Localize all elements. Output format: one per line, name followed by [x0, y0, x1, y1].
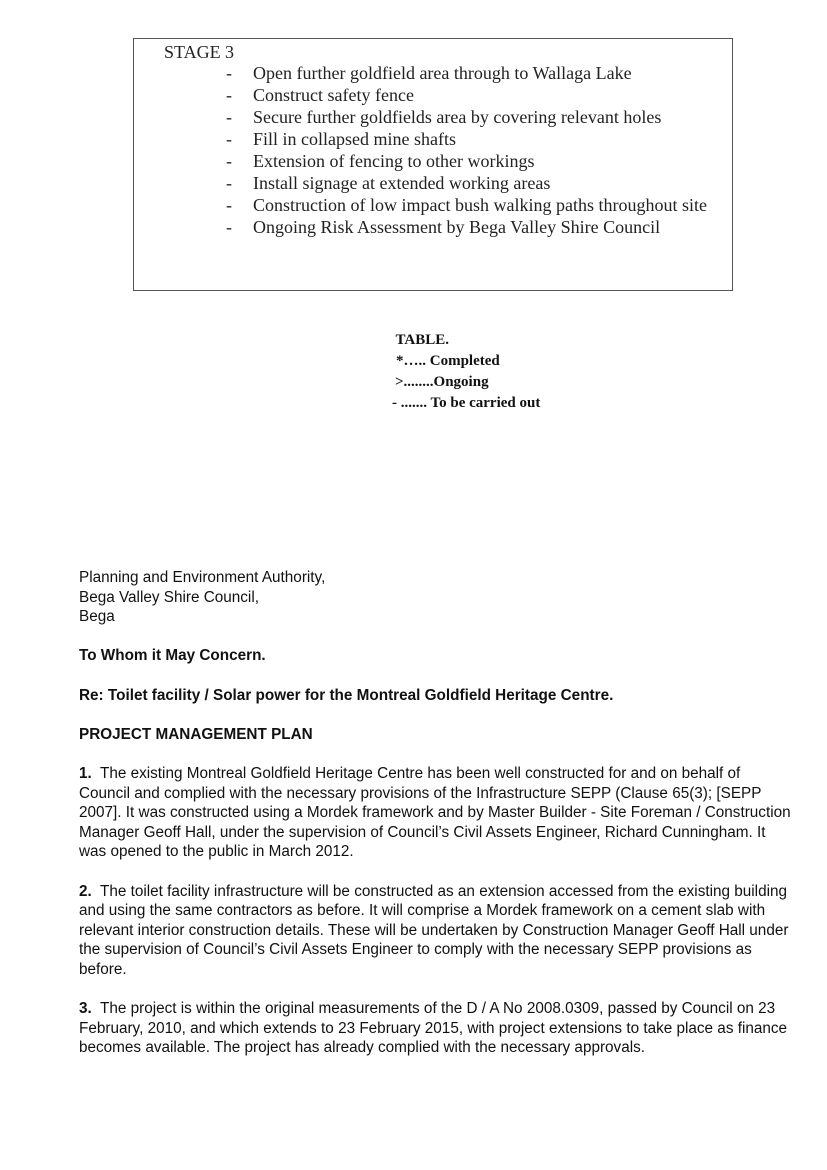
address-line: Bega Valley Shire Council,: [79, 588, 259, 606]
paragraph-text: The toilet facility infrastructure will be constructed as an extension accessed from the existing building and using the same contractors as before. It will comprise a Mordek framework on a cement slab with relevant interior construction details. These will be undertaken by Construction Manager Geoff Hall under the supervision of Council’s Civil Assets Engineer to comply with the necessary SEPP provisions as before.: [79, 882, 789, 978]
stage-item-text: Open further goldfield area through to Wallaga Lake: [253, 63, 632, 83]
dash-bullet: -: [226, 129, 232, 149]
legend-title: TABLE.: [392, 332, 449, 348]
paragraph-2: [79, 882, 791, 980]
dash-bullet: -: [226, 151, 232, 171]
stage-item-text: Fill in collapsed mine shafts: [253, 129, 456, 149]
stage-item-text: Extension of fencing to other workings: [253, 151, 535, 171]
paragraph-3: [79, 999, 791, 1058]
stage-item-text: Ongoing Risk Assessment by Bega Valley Shire Council: [253, 217, 661, 237]
legend-to-be-carried-out: - ....... To be carried out: [392, 395, 541, 411]
stage-item: [226, 150, 726, 172]
stage-item-text: Construction of low impact bush walking paths throughout site: [253, 195, 707, 215]
dash-bullet: -: [226, 195, 232, 215]
salutation: To Whom it May Concern.: [79, 647, 266, 665]
paragraph-text: The existing Montreal Goldfield Heritage Centre has been well constructed for and on behalf of Council and complied with the necessary provisions of the Infrastructure SEPP (Clause 65(3); [SEPP 2007]. It was constructed using a Mordek framework and by Master Builder - Site Foreman / Construction Manager Geoff Hall, under the supervision of Council’s Civil Assets Engineer, Richard Cunningham. It was opened to the public in March 2012.: [79, 764, 791, 861]
stage-item-text: Install signage at extended working areas: [253, 173, 551, 193]
paragraph-number: 1.: [79, 764, 92, 782]
stage-item: [226, 216, 726, 238]
stage-item: [226, 106, 726, 128]
dash-bullet: -: [226, 217, 232, 237]
re-line: Re: Toilet facility / Solar power for the Montreal Goldfield Heritage Centre.: [79, 686, 614, 704]
address-line: Planning and Environment Authority,: [79, 569, 326, 586]
stage-item: [226, 84, 726, 106]
stage-3-box: [133, 38, 733, 291]
stage-item: [226, 128, 726, 150]
stage-item: [226, 172, 726, 194]
dash-bullet: -: [226, 63, 232, 83]
legend-completed: *….. Completed: [396, 353, 500, 369]
stage-item-list: [226, 62, 726, 238]
paragraph-number: 3.: [79, 1000, 92, 1018]
paragraph-number: 2.: [79, 882, 92, 900]
legend-ongoing: >........Ongoing: [395, 374, 489, 390]
paragraph-text: The project is within the original measurements of the D / A No 2008.0309, passed by Council on 23 February, 2010, and which extends to 23 February 2015, with project extensions to take place as finance becomes available. The project has already complied with the necessary approvals.: [79, 1000, 788, 1057]
paragraph-1: [79, 764, 791, 862]
dash-bullet: -: [226, 173, 232, 193]
dash-bullet: -: [226, 107, 232, 127]
stage-item: [226, 194, 726, 216]
status-legend: [392, 330, 540, 414]
address-line: Bega: [79, 608, 115, 626]
stage-item-text: Construct safety fence: [253, 85, 414, 105]
dash-bullet: -: [226, 85, 232, 105]
letter-body: [79, 568, 791, 1058]
stage-title: STAGE 3: [164, 42, 235, 62]
stage-item: [226, 62, 726, 84]
section-heading: PROJECT MANAGEMENT PLAN: [79, 725, 313, 743]
stage-item-text: Secure further goldfields area by covering relevant holes: [253, 107, 662, 127]
